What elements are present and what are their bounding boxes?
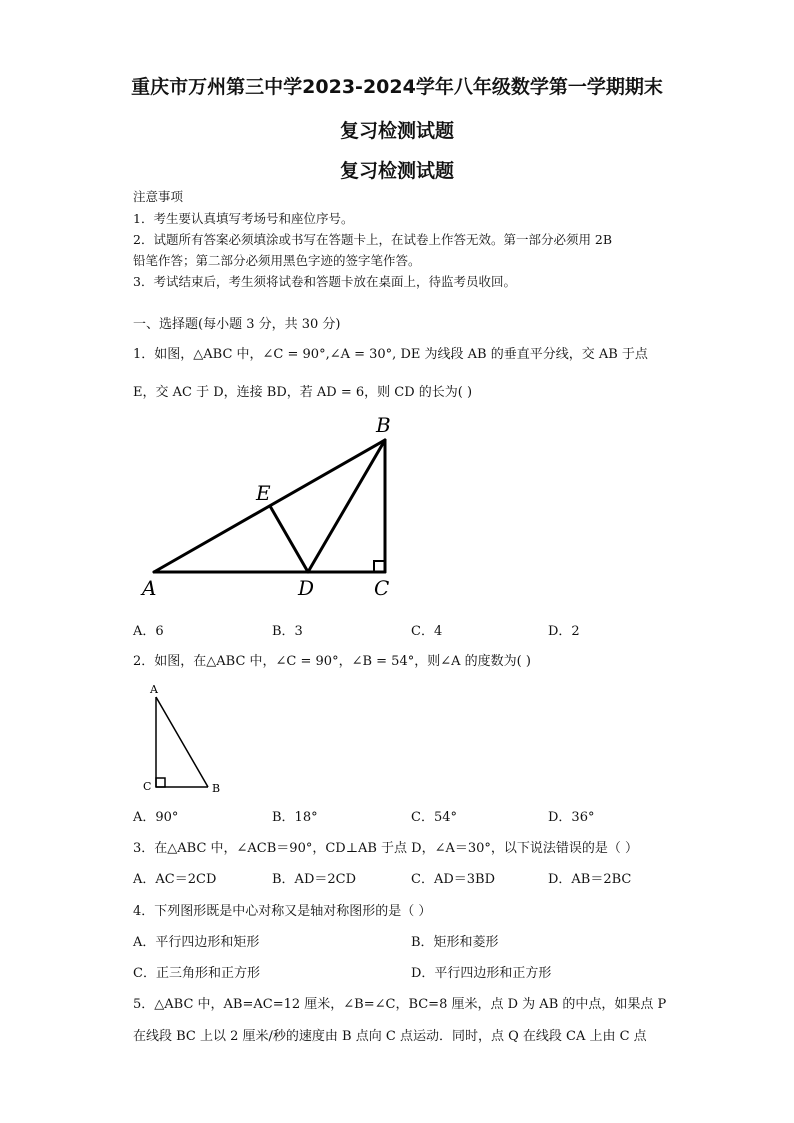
right-angle-mark (156, 778, 165, 787)
q4-option-a[interactable]: A．平行四边形和矩形 (133, 935, 260, 950)
label-A: A (150, 683, 158, 696)
notice-item: 3．考试结束后，考生须将试卷和答题卡放在桌面上，待监考员收回。 (133, 274, 516, 289)
q1-option-a[interactable]: A．6 (133, 624, 164, 639)
right-angle-mark (374, 561, 385, 572)
q3-option-c[interactable]: C．AD＝3BD (411, 872, 496, 887)
segment-DE (270, 506, 308, 572)
segment-AB (156, 697, 208, 787)
q2-option-a[interactable]: A．90° (133, 810, 179, 825)
q4-option-b[interactable]: B．矩形和菱形 (411, 935, 499, 950)
label-B: B (376, 413, 391, 437)
question-1-figure (130, 410, 410, 605)
q3-option-d[interactable]: D．AB＝2BC (548, 872, 632, 887)
q4-option-d[interactable]: D．平行四边形和正方形 (411, 966, 552, 981)
q2-option-c[interactable]: C．54° (411, 810, 457, 825)
question-1-text-cont: E，交 AC 于 D，连接 BD，若 AD = 6，则 CD 的长为( ) (133, 385, 473, 400)
question-5-text-cont: 在线段 BC 上以 2 厘米/秒的速度由 B 点向 C 点运动．同时，点 Q 在线段 CA 上由 C 点 (133, 1029, 647, 1044)
segment-BD (308, 440, 385, 572)
notice-heading: 注意事项 (133, 189, 184, 204)
q1-option-d[interactable]: D．2 (548, 624, 580, 639)
q2-option-b[interactable]: B．18° (272, 810, 318, 825)
label-C: C (374, 576, 390, 600)
question-4-text: 4．下列图形既是中心对称又是轴对称图形的是（ ） (133, 904, 432, 919)
question-2-text: 2．如图，在△ABC 中，∠C = 90°，∠B = 54°，则∠A 的度数为( ) (133, 654, 531, 669)
label-D: D (298, 576, 315, 600)
label-E: E (256, 481, 271, 505)
q3-option-a[interactable]: A．AC＝2CD (133, 872, 217, 887)
label-B: B (212, 782, 221, 795)
q3-option-b[interactable]: B．AD＝2CD (272, 872, 357, 887)
question-3-text: 3．在△ABC 中，∠ACB＝90°，CD⊥AB 于点 D，∠A＝30°，以下说法错误的是（ ） (133, 841, 639, 856)
section-heading: 一、选择题(每小题 3 分，共 30 分) (133, 317, 341, 332)
notice-item: 铅笔作答；第二部分必须用黑色字迹的签字笔作答。 (133, 253, 421, 268)
notice-item: 1．考生要认真填写考场号和座位序号。 (133, 211, 354, 226)
label-C: C (143, 780, 152, 793)
q4-option-c[interactable]: C．正三角形和正方形 (133, 966, 260, 981)
q1-option-c[interactable]: C．4 (411, 624, 443, 639)
question-5-text: 5．△ABC 中，AB=AC=12 厘米，∠B=∠C，BC=8 厘米，点 D 为 AB 的中点，如果点 P (133, 997, 667, 1012)
question-1-text: 1．如图，△ABC 中，∠C = 90°,∠A = 30°, DE 为线段 AB 的垂直平分线，交 AB 于点 (133, 347, 648, 362)
question-2-figure (140, 680, 230, 795)
notice-item: 2．试题所有答案必须填涂或书写在答题卡上，在试卷上作答无效。第一部分必须用 2B (133, 232, 613, 247)
q1-option-b[interactable]: B．3 (272, 624, 303, 639)
q2-option-d[interactable]: D．36° (548, 810, 595, 825)
label-A: A (142, 576, 157, 600)
page-title: 重庆市万州第三中学2023-2024学年八年级数学第一学期期末 (131, 76, 663, 98)
page-subtitle-repeat: 复习检测试题 (339, 160, 454, 182)
page-subtitle: 复习检测试题 (339, 120, 454, 142)
